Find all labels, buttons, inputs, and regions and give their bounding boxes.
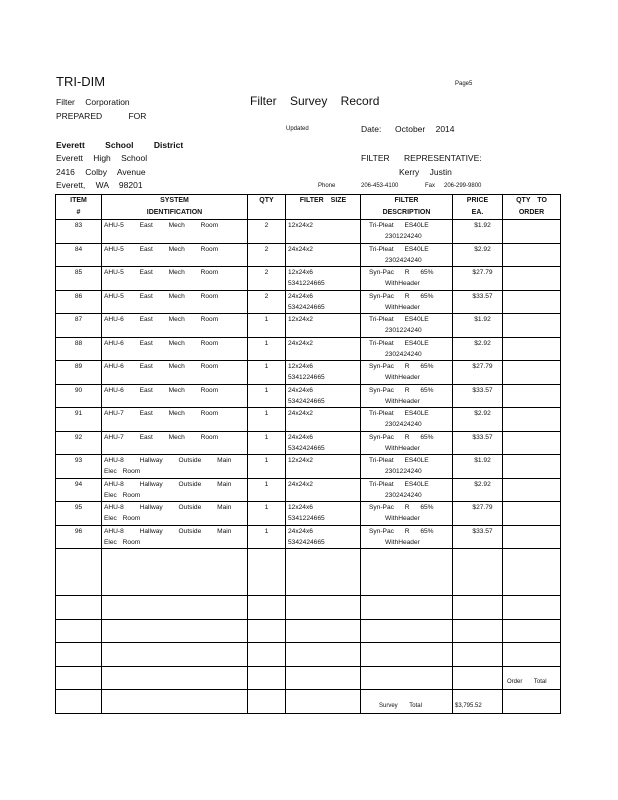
filter-size-cell: [286, 337, 361, 361]
qty-to-order-cell[interactable]: [503, 361, 561, 385]
qty-cell: [248, 431, 286, 455]
item-number: 83: [74, 222, 83, 229]
price-value: $33.57: [472, 433, 493, 441]
system-id: AHU-8 Hallway Outside Main: [104, 504, 232, 511]
form-title: Filter Survey Record: [250, 94, 380, 108]
filter-description-cell: [361, 384, 453, 408]
price-value: $33.57: [472, 527, 493, 535]
filter-description-cell: [361, 525, 453, 549]
filter-size-cell: [286, 267, 361, 291]
blank-row: [56, 549, 561, 596]
client-name: Everett School District: [56, 140, 184, 150]
table-row: [56, 243, 561, 267]
filter-description-cell: [361, 337, 453, 361]
filter-description-cell: [361, 267, 453, 291]
filter-description-line2: 2302424240: [385, 256, 422, 264]
client-school: Everett High School: [56, 153, 148, 163]
system-cell: [102, 267, 248, 291]
qty-value: 2: [264, 245, 269, 253]
filter-description-cell: [361, 455, 453, 479]
filter-description-cell: [361, 478, 453, 502]
price-cell: [453, 243, 503, 267]
item-number: 95: [74, 504, 83, 511]
survey-total-row: [56, 690, 561, 714]
price-value: $2.92: [474, 410, 491, 417]
filter-size-cell: [286, 314, 361, 338]
qty-to-order-cell[interactable]: [503, 384, 561, 408]
filter-survey-table: [55, 194, 561, 714]
filter-description-cell: [361, 243, 453, 267]
system-cell: [102, 290, 248, 314]
system-id: AHU-8 Hallway Outside Main: [104, 457, 232, 464]
price-value: $27.79: [472, 504, 493, 511]
system-id-line2: Elec Room: [104, 491, 141, 499]
price-value: $1.92: [474, 316, 491, 323]
filter-size-cell: [286, 384, 361, 408]
qty-to-order-cell[interactable]: [503, 220, 561, 244]
filter-description-cell: [361, 361, 453, 385]
filter-description-line2: 2301224240: [385, 233, 422, 240]
price-cell: [453, 220, 503, 244]
qty-cell: [248, 455, 286, 479]
qty-value: 1: [264, 316, 269, 323]
qty-to-order-cell[interactable]: [503, 455, 561, 479]
filter-size-cell: [286, 290, 361, 314]
date-value: October 2014: [395, 124, 455, 134]
system-id: AHU-7 East Mech Room: [104, 433, 219, 441]
table-row: [56, 220, 561, 244]
qty-value: 1: [264, 386, 269, 394]
filter-size: 12x24x2: [288, 457, 313, 464]
system-id: AHU-8 Hallway Outside Main: [104, 480, 232, 488]
item-number-cell: [56, 502, 102, 526]
price-cell: [453, 290, 503, 314]
filter-description-line2: WithHeader: [385, 538, 420, 546]
item-number-cell: [56, 220, 102, 244]
updated-label: Updated: [286, 126, 309, 132]
item-number-cell: [56, 267, 102, 291]
qty-value: 1: [264, 433, 269, 441]
filter-part-number: 5342424665: [288, 538, 325, 546]
filter-description-line2: WithHeader: [385, 515, 420, 522]
qty-value: 1: [264, 527, 269, 535]
filter-description: Tri-Pleat ES40LE: [369, 410, 429, 417]
filter-description-line2: 2302424240: [385, 350, 422, 358]
qty-cell: [248, 408, 286, 432]
filter-part-number: 5341224665: [288, 515, 325, 522]
filter-size: 24x24x2: [288, 410, 313, 417]
item-number: 87: [74, 316, 83, 323]
item-number: 96: [74, 527, 83, 535]
phone-label: Phone: [318, 183, 336, 189]
date-label: Date:: [361, 124, 382, 134]
filter-rep-label: FILTER REPRESENTATIVE:: [361, 153, 482, 163]
filter-description: Syn-Pac R 65%: [369, 363, 434, 370]
system-cell: [102, 243, 248, 267]
item-number: 89: [74, 363, 83, 370]
filter-size-cell: [286, 525, 361, 549]
system-cell: [102, 478, 248, 502]
qty-value: 1: [264, 457, 269, 464]
item-number-cell: [56, 431, 102, 455]
qty-cell: [248, 525, 286, 549]
col-header-filter-description: FILTER DESCRIPTION: [361, 195, 453, 220]
item-number-cell: [56, 525, 102, 549]
qty-cell: [248, 220, 286, 244]
table-row: [56, 384, 561, 408]
filter-description-line2: WithHeader: [385, 280, 420, 287]
price-value: $27.79: [472, 269, 493, 276]
phone-number: 206-453-4100: [361, 183, 399, 189]
qty-to-order-cell[interactable]: [503, 525, 561, 549]
system-id: AHU-5 East Mech Room: [104, 245, 219, 253]
filter-size-cell: [286, 408, 361, 432]
price-cell: [453, 267, 503, 291]
filter-size: 24x24x6: [288, 292, 313, 300]
filter-description-line2: WithHeader: [385, 444, 420, 452]
filter-size-cell: [286, 502, 361, 526]
filter-size: 24x24x2: [288, 339, 313, 347]
filter-description-cell: [361, 220, 453, 244]
price-value: $1.92: [474, 222, 491, 229]
page-number: Page5: [455, 81, 473, 87]
filter-description: Tri-Pleat ES40LE: [369, 457, 429, 464]
qty-to-order-cell[interactable]: [503, 314, 561, 338]
qty-cell: [248, 314, 286, 338]
qty-value: 1: [264, 480, 269, 488]
table-row: [56, 408, 561, 432]
item-number-cell: [56, 455, 102, 479]
table-row: [56, 455, 561, 479]
price-cell: [453, 502, 503, 526]
filter-description-cell: [361, 290, 453, 314]
filter-size: 12x24x6: [288, 363, 313, 370]
item-number: 94: [74, 480, 83, 488]
filter-description-line2: 2302424240: [385, 491, 422, 499]
table-header-row: [56, 195, 561, 220]
filter-description: Tri-Pleat ES40LE: [369, 222, 429, 229]
filter-size-cell: [286, 243, 361, 267]
price-cell: [453, 384, 503, 408]
filter-description: Tri-Pleat ES40LE: [369, 245, 429, 253]
filter-size-cell: [286, 455, 361, 479]
qty-cell: [248, 384, 286, 408]
qty-value: 1: [264, 504, 269, 511]
order-total-cell: [503, 666, 561, 690]
item-number: 84: [74, 245, 83, 253]
system-cell: [102, 431, 248, 455]
item-number: 92: [74, 433, 83, 441]
filter-description: Syn-Pac R 65%: [369, 504, 434, 511]
prepared-for-label: PREPARED FOR: [56, 111, 147, 121]
price-cell: [453, 431, 503, 455]
system-id: AHU-6 East Mech Room: [104, 363, 219, 370]
filter-description-cell: [361, 502, 453, 526]
filter-part-number: 5341224665: [288, 374, 325, 381]
survey-total-label: Survey Total: [379, 702, 422, 709]
qty-to-order-cell[interactable]: [503, 267, 561, 291]
filter-description-line2: WithHeader: [385, 303, 420, 311]
qty-value: 1: [264, 363, 269, 370]
system-id-line2: Elec Room: [104, 538, 141, 546]
filter-part-number: 5342424665: [288, 444, 325, 452]
item-number: 88: [74, 339, 83, 347]
filter-description-line2: WithHeader: [385, 374, 420, 381]
filter-size: 12x24x6: [288, 504, 313, 511]
fax-number: 206-299-9800: [444, 183, 482, 189]
price-cell: [453, 478, 503, 502]
price-value: $27.79: [472, 363, 493, 370]
filter-description-line2: 2301224240: [385, 468, 422, 475]
system-cell: [102, 361, 248, 385]
qty-to-order-cell[interactable]: [503, 478, 561, 502]
system-cell: [102, 525, 248, 549]
blank-row: [56, 619, 561, 643]
qty-value: 2: [264, 222, 269, 229]
survey-total-value-cell: [453, 690, 503, 714]
qty-to-order-cell[interactable]: [503, 337, 561, 361]
item-number-cell: [56, 290, 102, 314]
table-row: [56, 478, 561, 502]
survey-total-value: $3,795.52: [455, 702, 482, 709]
price-value: $33.57: [472, 386, 493, 394]
price-cell: [453, 455, 503, 479]
qty-value: 1: [264, 410, 269, 417]
filter-size: 12x24x2: [288, 316, 313, 323]
filter-description: Syn-Pac R 65%: [369, 269, 434, 276]
qty-cell: [248, 290, 286, 314]
qty-cell: [248, 337, 286, 361]
col-header-qty-to-order: QTY TO ORDER: [503, 195, 561, 220]
qty-cell: [248, 502, 286, 526]
filter-description: Syn-Pac R 65%: [369, 292, 434, 300]
price-cell: [453, 525, 503, 549]
col-header-price: PRICE EA.: [453, 195, 503, 220]
table-row: [56, 431, 561, 455]
system-cell: [102, 408, 248, 432]
price-value: $2.92: [474, 339, 491, 347]
item-number: 93: [74, 457, 83, 464]
filter-description-line2: 2302424240: [385, 421, 422, 428]
qty-to-order-cell[interactable]: [503, 243, 561, 267]
qty-value: 1: [264, 339, 269, 347]
item-number: 90: [74, 386, 83, 394]
col-header-system: SYSTEM IDENTIFICATION: [102, 195, 248, 220]
filter-description: Tri-Pleat ES40LE: [369, 480, 429, 488]
qty-to-order-cell[interactable]: [503, 431, 561, 455]
filter-description: Tri-Pleat ES40LE: [369, 339, 429, 347]
filter-description-line2: 2301224240: [385, 327, 422, 334]
table-row: [56, 502, 561, 526]
filter-size: 12x24x6: [288, 269, 313, 276]
item-number-cell: [56, 408, 102, 432]
survey-total-cell: [361, 690, 453, 714]
item-number: 86: [74, 292, 83, 300]
price-value: $2.92: [474, 245, 491, 253]
filter-part-number: 5342424665: [288, 397, 325, 405]
qty-to-order-cell[interactable]: [503, 408, 561, 432]
system-id-line2: Elec Room: [104, 468, 141, 475]
system-cell: [102, 384, 248, 408]
system-cell: [102, 337, 248, 361]
qty-value: 2: [264, 269, 269, 276]
fax-label: Fax: [425, 183, 436, 189]
system-cell: [102, 502, 248, 526]
price-value: $2.92: [474, 480, 491, 488]
system-id: AHU-6 East Mech Room: [104, 316, 219, 323]
filter-size-cell: [286, 220, 361, 244]
system-id: AHU-6 East Mech Room: [104, 339, 219, 347]
item-number-cell: [56, 314, 102, 338]
order-total-row: [56, 666, 561, 690]
table-row: [56, 361, 561, 385]
price-cell: [453, 361, 503, 385]
table-row: [56, 314, 561, 338]
system-cell: [102, 220, 248, 244]
filter-description-cell: [361, 408, 453, 432]
filter-part-number: 5342424665: [288, 303, 325, 311]
filter-size: 24x24x2: [288, 480, 313, 488]
item-number-cell: [56, 337, 102, 361]
filter-description: Syn-Pac R 65%: [369, 527, 434, 535]
item-number-cell: [56, 384, 102, 408]
filter-size-cell: [286, 478, 361, 502]
filter-part-number: 5341224665: [288, 280, 325, 287]
system-id: AHU-5 East Mech Room: [104, 269, 219, 276]
col-header-qty: QTY: [248, 195, 286, 220]
system-id: AHU-7 East Mech Room: [104, 410, 219, 417]
client-city: Everett, WA 98201: [56, 180, 143, 190]
filter-size-cell: [286, 361, 361, 385]
item-number: 91: [74, 410, 83, 417]
price-cell: [453, 408, 503, 432]
company-logo: TRI-DIM: [56, 74, 106, 89]
filter-size: 24x24x6: [288, 386, 313, 394]
table-row: [56, 267, 561, 291]
filter-size: 24x24x2: [288, 245, 313, 253]
price-cell: [453, 314, 503, 338]
qty-cell: [248, 361, 286, 385]
price-value: $1.92: [474, 457, 491, 464]
system-cell: [102, 455, 248, 479]
system-id: AHU-8 Hallway Outside Main: [104, 527, 232, 535]
price-value: $33.57: [472, 292, 493, 300]
filter-description-line2: WithHeader: [385, 397, 420, 405]
item-number-cell: [56, 478, 102, 502]
client-address: 2416 Colby Avenue: [56, 167, 146, 177]
qty-value: 2: [264, 292, 269, 300]
system-id: AHU-5 East Mech Room: [104, 222, 219, 229]
price-cell: [453, 337, 503, 361]
filter-size: 12x24x2: [288, 222, 313, 229]
qty-to-order-cell[interactable]: [503, 502, 561, 526]
filter-size: 24x24x6: [288, 527, 313, 535]
filter-description: Syn-Pac R 65%: [369, 386, 434, 394]
col-header-item: ITEM #: [56, 195, 102, 220]
qty-to-order-cell[interactable]: [503, 290, 561, 314]
filter-description-cell: [361, 431, 453, 455]
qty-cell: [248, 243, 286, 267]
item-number: 85: [74, 269, 83, 276]
filter-description: Syn-Pac R 65%: [369, 433, 434, 441]
filter-size-cell: [286, 431, 361, 455]
blank-row: [56, 596, 561, 620]
filter-description-cell: [361, 314, 453, 338]
filter-size: 24x24x6: [288, 433, 313, 441]
table-row: [56, 525, 561, 549]
table-row: [56, 337, 561, 361]
table-row: [56, 290, 561, 314]
filter-description: Tri-Pleat ES40LE: [369, 316, 429, 323]
qty-cell: [248, 478, 286, 502]
system-id: AHU-5 East Mech Room: [104, 292, 219, 300]
system-cell: [102, 314, 248, 338]
order-total-label: Order Total: [507, 679, 547, 685]
blank-row: [56, 643, 561, 667]
item-number-cell: [56, 243, 102, 267]
company-subtitle: Filter Corporation: [56, 97, 130, 107]
qty-cell: [248, 267, 286, 291]
system-id-line2: Elec Room: [104, 515, 141, 522]
filter-rep-name: Kerry Justin: [399, 167, 452, 177]
system-id: AHU-6 East Mech Room: [104, 386, 219, 394]
col-header-filter-size: FILTER SIZE: [286, 195, 361, 220]
item-number-cell: [56, 361, 102, 385]
